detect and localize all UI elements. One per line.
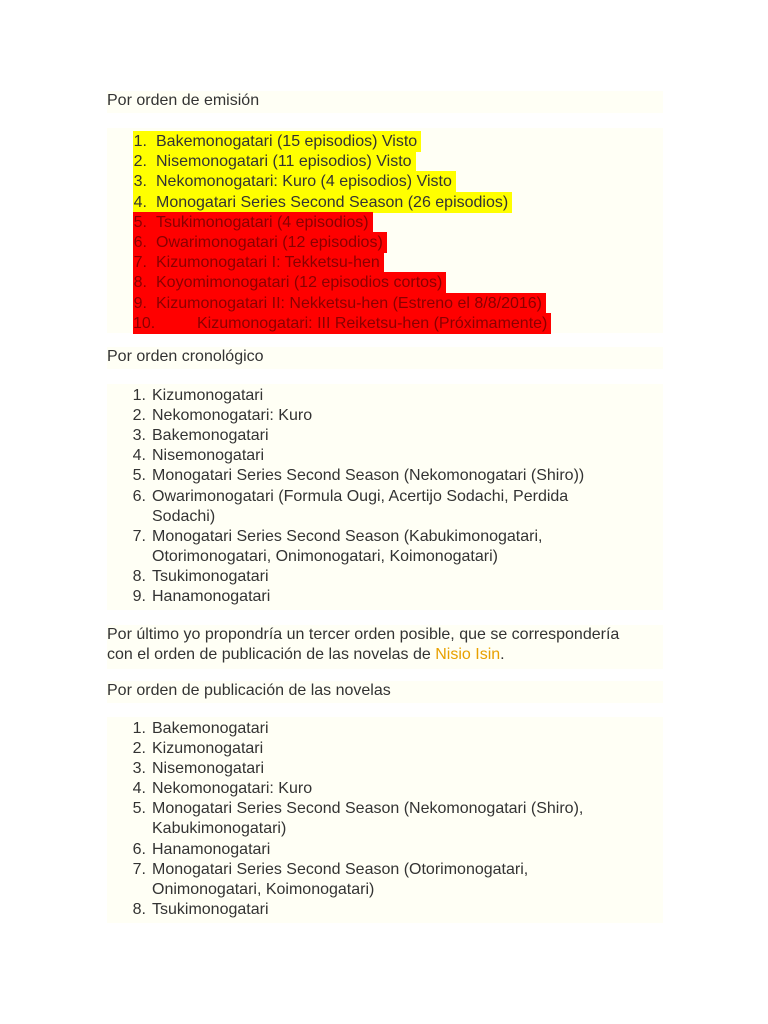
emision-item-text: Owarimonogatari (12 episodios): [156, 234, 383, 251]
intro-line-2-end: .: [500, 646, 505, 663]
heading-orden-emision-text: Por orden de emisión: [107, 92, 260, 109]
heading-orden-cronologico-text: Por orden cronológico: [107, 348, 264, 365]
intro-line-2-text: con el orden de publicación de las novelas de: [107, 646, 436, 663]
novelas-item-text: Bakemonogatari: [152, 720, 269, 737]
emision-item: [133, 131, 421, 152]
novelas-item-number: 6.: [132, 840, 146, 858]
emision-item-text: Nekomonogatari: Kuro (4 episodios) Visto: [156, 173, 452, 191]
emision-item: [133, 293, 546, 314]
emision-item-number: 6.: [133, 234, 147, 251]
emision-item-text: Monogatari Series Second Season (26 episodios): [156, 193, 509, 211]
novelas-item-text: Kabukimonogatari): [152, 820, 287, 838]
novelas-item-text: Tsukimonogatari: [152, 900, 269, 918]
novelas-item-number: 3.: [132, 760, 146, 778]
cronologico-item-text: Nekomonogatari: Kuro: [152, 407, 313, 425]
cronologico-item-text: Tsukimonogatari: [152, 567, 269, 585]
cronologico-item-text: Nisemonogatari: [152, 447, 265, 465]
emision-item-number: 9.: [133, 294, 147, 312]
emision-item-number: 3.: [133, 173, 147, 191]
cronologico-item-number: 6.: [132, 487, 146, 505]
novelas-item-text: Monogatari Series Second Season (Nekomonogatari (Shiro),: [152, 800, 584, 818]
emision-item-text: Bakemonogatari (15 episodios) Visto: [156, 133, 418, 150]
cronologico-item-text: Monogatari Series Second Season (Kabukimonogatari,: [152, 527, 543, 545]
intro-line-1: Por último yo propondría un tercer orden posible, que se correspondería: [107, 626, 620, 643]
heading-orden-novelas: [107, 681, 663, 703]
emision-item: [133, 151, 416, 172]
list-orden-novelas: [107, 717, 663, 923]
cronologico-item-text: Otorimonogatari, Onimonogatari, Koimonogatari): [152, 547, 498, 565]
intro-paragraph: [107, 625, 663, 669]
novelas-item-text: Hanamonogatari: [152, 840, 271, 858]
novelas-item-number: 2.: [132, 740, 146, 758]
cronologico-item-number: 2.: [132, 407, 146, 425]
emision-item-number: 7.: [133, 254, 147, 272]
cronologico-item-text: Hanamonogatari: [152, 588, 271, 605]
cronologico-item-number: 5.: [132, 467, 146, 485]
emision-item: [133, 232, 387, 253]
emision-item-number: 2.: [133, 153, 147, 171]
novelas-item-number: 7.: [132, 860, 146, 878]
cronologico-item-text: Sodachi): [152, 507, 216, 525]
cronologico-item-text: Owarimonogatari (Formula Ougi, Acertijo Sodachi, Perdida: [152, 487, 569, 505]
novelas-item-text: Nisemonogatari: [152, 760, 265, 778]
cronologico-item-number: 8.: [132, 567, 146, 585]
emision-item-text: Kizumonogatari II: Nekketsu-hen (Estreno el 8/8/2016): [156, 294, 542, 312]
emision-item: [133, 212, 373, 233]
emision-item: [133, 252, 384, 273]
emision-item-number: 4.: [133, 193, 147, 211]
emision-item-text: Kizumonogatari: III Reiketsu-hen (Próximamente): [197, 314, 548, 332]
list-orden-cronologico: [107, 384, 663, 610]
emision-item-number: 1.: [133, 133, 147, 150]
novelas-item-text: Monogatari Series Second Season (Otorimonogatari,: [152, 860, 529, 878]
novelas-item-number: 1.: [132, 720, 146, 737]
intro-line-2: [107, 645, 663, 665]
novelas-item-number: 5.: [132, 800, 146, 818]
emision-item-text: Kizumonogatari I: Tekketsu-hen: [156, 254, 380, 272]
emision-item-number: 10.: [133, 314, 156, 332]
novelas-item-number: 4.: [132, 780, 146, 798]
cronologico-item-text: Kizumonogatari: [152, 387, 264, 404]
cronologico-item-number: 7.: [132, 527, 146, 545]
nisio-isin-link[interactable]: Nisio Isin: [435, 646, 501, 663]
novelas-item-text: Kizumonogatari: [152, 740, 264, 758]
emision-item: [133, 171, 456, 192]
heading-orden-novelas-text: Por orden de publicación de las novelas: [107, 682, 391, 699]
cronologico-item-number: 4.: [132, 447, 146, 465]
emision-item: [133, 192, 512, 213]
emision-item-text: Koyomimonogatari (12 episodios cortos): [156, 274, 443, 292]
emision-item-text: Nisemonogatari (11 episodios) Visto: [156, 153, 412, 171]
emision-item-number: 8.: [133, 274, 147, 292]
novelas-item-number: 8.: [132, 900, 146, 918]
cronologico-item-number: 3.: [132, 427, 146, 445]
cronologico-item-number: 1.: [132, 387, 146, 404]
list-orden-emision: [107, 128, 663, 333]
heading-orden-emision: [107, 91, 663, 113]
heading-orden-cronologico: [107, 347, 663, 369]
emision-item-text: Tsukimonogatari (4 episodios): [156, 213, 369, 231]
cronologico-item-number: 9.: [132, 588, 146, 605]
emision-item: [133, 272, 446, 293]
emision-item: [133, 313, 551, 334]
emision-item-number: 5.: [133, 213, 147, 231]
novelas-item-text: Nekomonogatari: Kuro: [152, 780, 313, 798]
novelas-item-text: Onimonogatari, Koimonogatari): [152, 880, 375, 898]
cronologico-item-text: Bakemonogatari: [152, 427, 269, 445]
cronologico-item-text: Monogatari Series Second Season (Nekomonogatari (Shiro)): [152, 467, 585, 485]
